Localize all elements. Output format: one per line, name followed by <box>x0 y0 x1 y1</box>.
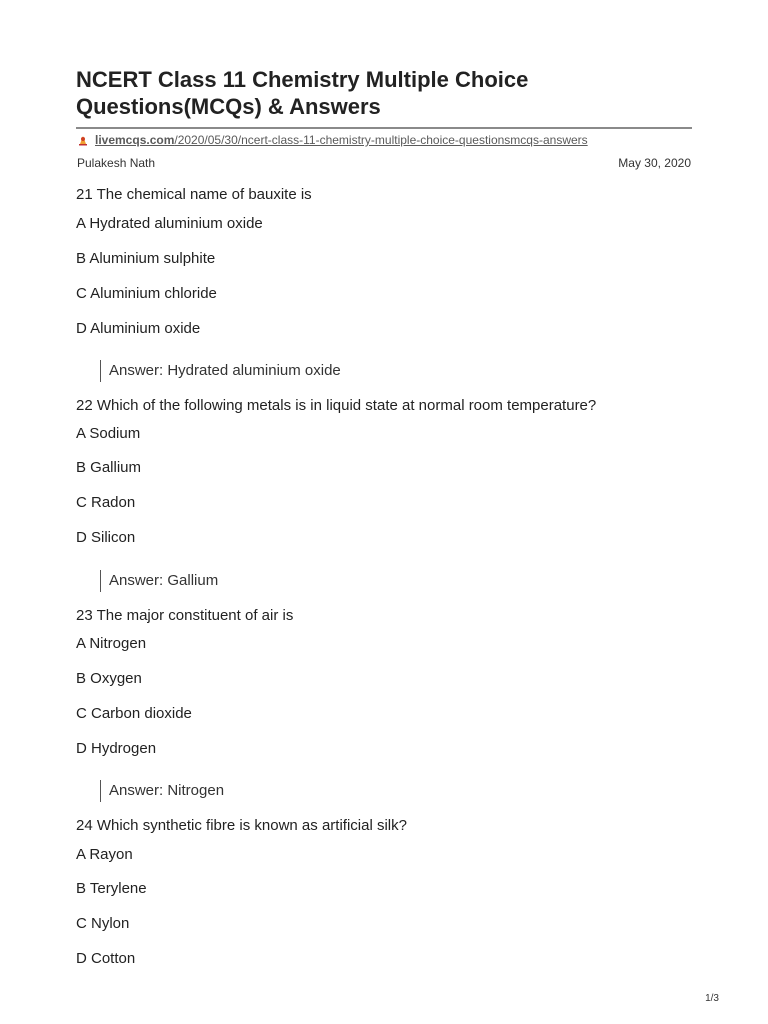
option-d: D Silicon <box>76 529 136 546</box>
option-b: B Terylene <box>76 880 147 897</box>
option-a: A Rayon <box>76 846 133 863</box>
option-c: C Carbon dioxide <box>76 705 192 722</box>
option-a: A Hydrated aluminium oxide <box>76 215 263 232</box>
question-text: 21 The chemical name of bauxite is <box>76 186 312 203</box>
option-a: A Sodium <box>76 425 141 442</box>
option-a: A Nitrogen <box>76 635 147 652</box>
source-domain: livemcqs.com <box>95 133 175 147</box>
answer-quote: Answer: Hydrated aluminium oxide <box>100 360 341 382</box>
title-divider <box>76 127 692 129</box>
source-link[interactable] <box>95 133 588 147</box>
answer-quote: Answer: Nitrogen <box>100 780 224 802</box>
question-text: 23 The major constituent of air is <box>76 607 294 624</box>
source-url-line <box>77 133 588 147</box>
option-b: B Oxygen <box>76 670 142 687</box>
option-c: C Radon <box>76 494 136 511</box>
option-b: B Aluminium sulphite <box>76 250 216 267</box>
answer-quote: Answer: Gallium <box>100 570 218 592</box>
site-favicon-icon <box>77 134 89 146</box>
option-d: D Cotton <box>76 950 136 967</box>
option-b: B Gallium <box>76 459 142 476</box>
option-d: D Aluminium oxide <box>76 320 201 337</box>
option-d: D Hydrogen <box>76 740 157 757</box>
publish-date: May 30, 2020 <box>618 156 691 170</box>
question-text: 24 Which synthetic fibre is known as artificial silk? <box>76 817 407 834</box>
author-name: Pulakesh Nath <box>77 156 156 170</box>
question-text: 22 Which of the following metals is in liquid state at normal room temperature? <box>76 397 597 414</box>
option-c: C Nylon <box>76 915 130 932</box>
option-c: C Aluminium chloride <box>76 285 217 302</box>
page-number: 1/3 <box>705 993 719 1004</box>
source-path: /2020/05/30/ncert-class-11-chemistry-multiple-choice-questionsmcqs-answers <box>174 133 588 147</box>
page-title: NCERT Class 11 Chemistry Multiple Choice Questions(MCQs) & Answers <box>76 67 529 119</box>
